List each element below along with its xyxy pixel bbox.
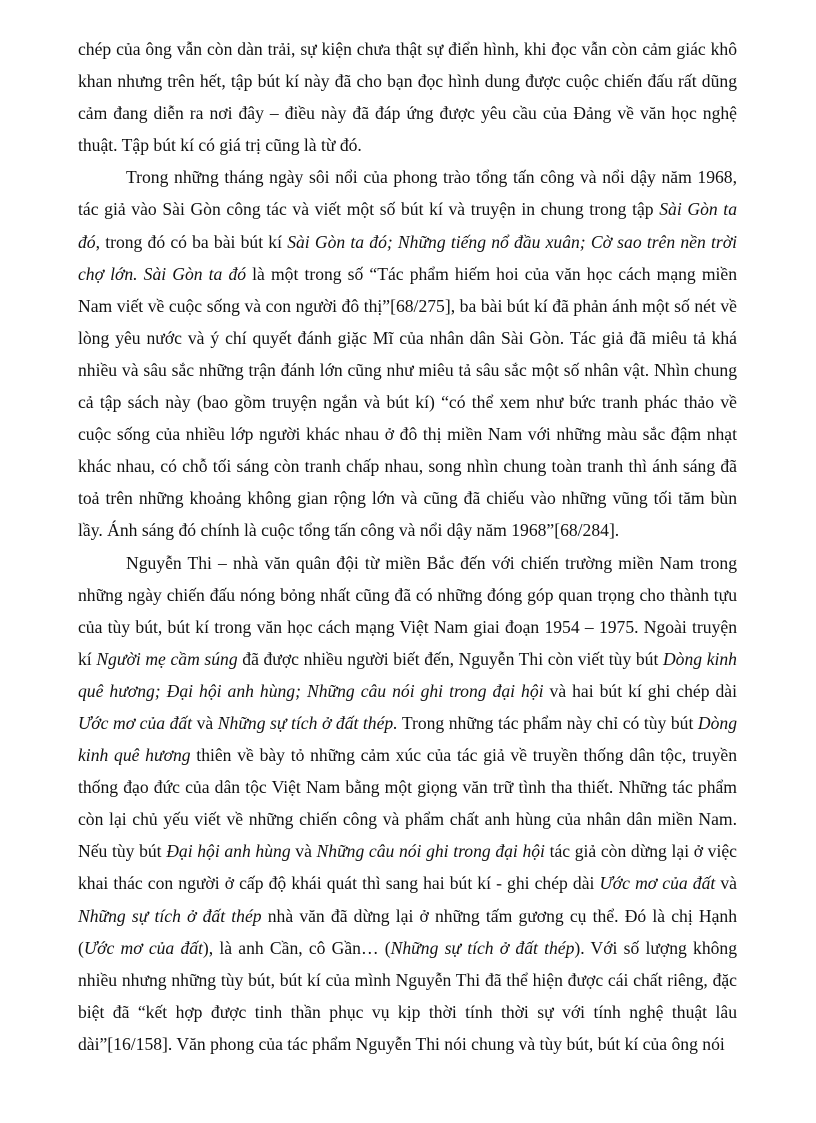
book-title: Ước mơ của đất	[78, 712, 193, 733]
text-run: thiên về bày tỏ những cảm xúc của tác giả về truyền thống dân tộc, truyền thống đạo đức của dân tộc Việt Nam bằng một giọng văn trữ tình tha thiết. Những tác phẩm còn lại chủ yếu viết về những chiến công và phẩm chất anh hùng của nhân dân miền Nam. Nếu tùy bút	[78, 745, 737, 862]
book-title: Người mẹ cầm súng	[96, 648, 238, 669]
text-run: tác giả còn dừng lại ở việc khai thác con người ở cấp độ khái quát thì sang hai bút kí - ghi chép dài	[78, 841, 737, 894]
book-title: Ước mơ của đất	[83, 937, 203, 958]
text-run: , trong đó có ba bài bút kí	[95, 231, 288, 252]
text-run: và	[715, 873, 737, 894]
text-run: ), là anh Cần, cô Gần… (	[202, 937, 391, 958]
book-title: Đại hội anh hùng	[166, 841, 291, 862]
book-title: Sài Gòn ta đó; Những tiếng nổ đầu xuân; Cờ sao trên nền trời chợ lớn. Sài Gòn ta đó	[78, 231, 737, 284]
document-page	[78, 33, 737, 1060]
text-run: nhà văn đã dừng lại ở những tấm gương cụ thể. Đó là chị Hạnh (	[78, 905, 738, 958]
book-title: Những sự tích ở đất thép	[78, 905, 262, 926]
text-run: đã được nhiều người biết đến, Nguyễn Thi còn viết tùy bút	[237, 648, 663, 669]
paragraph-2	[78, 161, 737, 546]
paragraph-1	[78, 33, 737, 161]
text-run: chép của ông vẫn còn dàn trải, sự kiện chưa thật sự điển hình, khi đọc vẫn còn cảm giác khô khan nhưng trên hết, tập bút kí này đã cho bạn đọc hình dung được cuộc chiến đấu rất dũng cảm đang diễn ra nơi đây – điều này đã đáp ứng được yêu cầu của Đảng về văn học nghệ thuật. Tập bút kí có giá trị cũng là từ đó.	[78, 39, 737, 156]
book-title: Những câu nói ghi trong đại hội	[316, 841, 545, 862]
book-title: Những sự tích ở đất thép.	[217, 712, 398, 733]
book-title: Dòng kinh quê hương	[78, 712, 737, 766]
text-run: ). Với số lượng không nhiều nhưng những tùy bút, bút kí của mình Nguyễn Thi đã thể hiện được cái chất riêng, đặc biệt đã “kết hợp được tinh thần phục vụ kịp thời tính thời sự với tính nghệ thuật lâu dài”[16/158]. Văn phong của tác phẩm Nguyễn Thi nói chung và tùy bút, bút kí của ông nói	[78, 937, 738, 1054]
text-run: và hai bút kí ghi chép dài	[543, 680, 737, 701]
book-title: Sài Gòn ta đó	[78, 199, 737, 252]
book-title: Những sự tích ở đất thép	[390, 937, 575, 958]
book-title: Ước mơ của đất	[599, 873, 716, 894]
text-run: Trong những tháng ngày sôi nổi của phong trào tổng tấn công và nổi dậy năm 1968, tác giả vào Sài Gòn công tác và viết một số bút kí và truyện in chung trong tập	[78, 167, 737, 220]
text-run: Nguyễn Thi – nhà văn quân đội từ miền Bắc đến với chiến trường miền Nam trong những ngày chiến đấu nóng bỏng nhất cũng đã có những đóng góp quan trọng cho thành tựu của tùy bút, bút kí trong văn học cách mạng Việt Nam giai đoạn 1954 – 1975. Ngoài truyện kí	[78, 552, 737, 669]
text-run: và	[290, 841, 317, 862]
text-run: và	[192, 712, 218, 733]
text-run: là một trong số “Tác phẩm hiếm hoi của văn học cách mạng miền Nam viết về cuộc sống và con người đô thị”[68/275], ba bài bút kí đã phản ánh một số nét về lòng yêu nước và ý chí quyết đánh giặc Mĩ của nhân dân Sài Gòn. Tác giả đã miêu tả khá nhiều và sâu sắc những trận đánh lớn cũng như miêu tả sâu sắc một số nhân vật. Nhìn chung cả tập sách này (bao gồm truyện ngắn và bút kí) “có thể xem như bức tranh phác thảo về cuộc sống của nhiều lớp người khác nhau ở đô thị miền Nam với những màu sắc đậm nhạt khác nhau, có chỗ tối sáng còn tranh chấp nhau, song nhìn chung toàn tranh thì ánh sáng đã toả trên những khoảng không gian rộng lớn và cũng đã chiếu vào những vũng tối tăm bùn lầy. Ánh sáng đó chính là cuộc tổng tấn công và nổi dậy năm 1968”[68/284].	[78, 263, 737, 541]
paragraph-3	[78, 547, 737, 1061]
text-run: Trong những tác phẩm này chỉ có tùy bút	[397, 712, 698, 733]
book-title: Dòng kinh quê hương; Đại hội anh hùng; Những câu nói ghi trong đại hội	[78, 648, 737, 701]
